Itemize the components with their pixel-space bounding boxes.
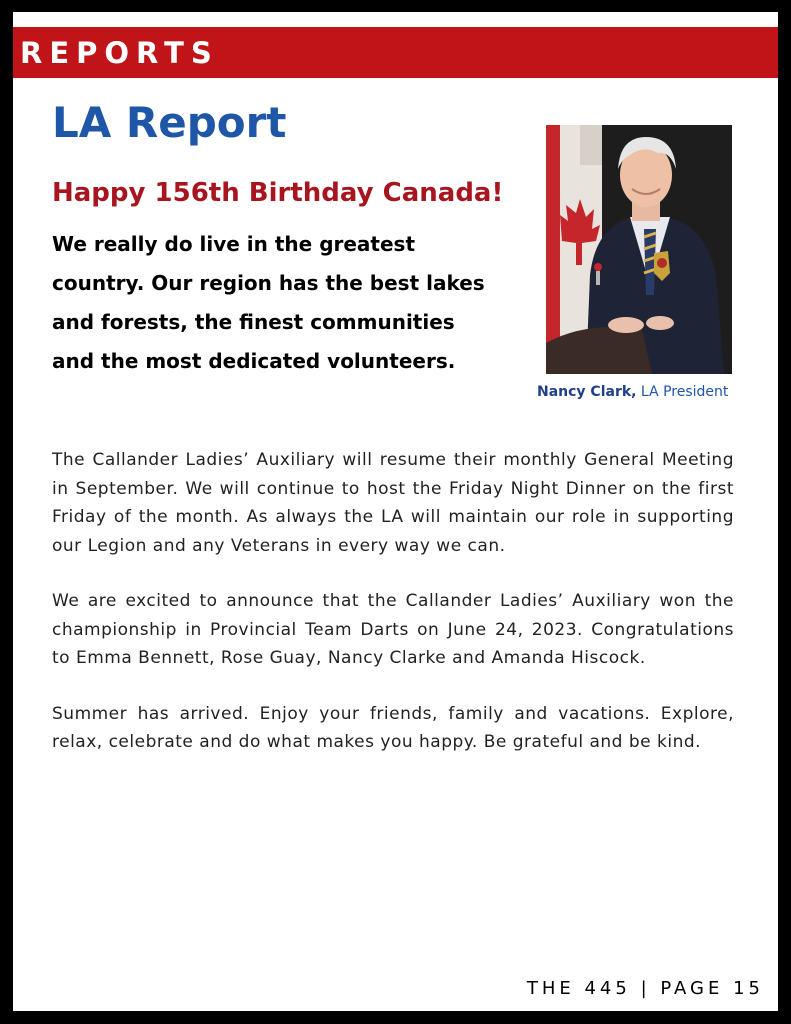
page-footer: THE 445 | PAGE 15 <box>526 978 764 999</box>
caption-name: Nancy Clark, <box>537 384 637 400</box>
body-paragraph: We are excited to announce that the Callander Ladies’ Auxiliary won the championship in Provincial Team Darts on June 24, 2023. Congratulations to Emma Bennett, Rose Guay, Nancy Clarke and Amanda Hiscock. <box>52 591 734 668</box>
lead-line: country. Our region has the best lakes <box>52 271 485 295</box>
lead-line: and forests, the finest communities <box>52 310 455 334</box>
caption-role: LA President <box>636 384 729 400</box>
lead-line: and the most dedicated volunteers. <box>52 349 456 373</box>
section-label: REPORTS <box>20 36 219 70</box>
portrait-photo <box>546 125 732 374</box>
article-subtitle: Happy 156th Birthday Canada! <box>52 178 504 208</box>
page <box>13 12 778 1011</box>
photo-caption <box>537 383 728 401</box>
section-banner <box>13 27 778 78</box>
lead-text <box>52 225 522 381</box>
body-paragraph: The Callander Ladies’ Auxiliary will resume their monthly General Meeting in September. We will continue to host the Friday Night Dinner on the first Friday of the month. As always the LA will maintain our role in supporting our Legion and any Veterans in every way we can. <box>52 450 734 556</box>
body-paragraph: Summer has arrived. Enjoy your friends, family and vacations. Explore, relax, celebrate and do what makes you happy. Be grateful and be kind. <box>52 703 734 752</box>
article-body <box>52 446 734 784</box>
portrait-illustration <box>546 125 732 374</box>
lead-line: We really do live in the greatest <box>52 232 416 256</box>
page-title: LA Report <box>52 98 287 147</box>
